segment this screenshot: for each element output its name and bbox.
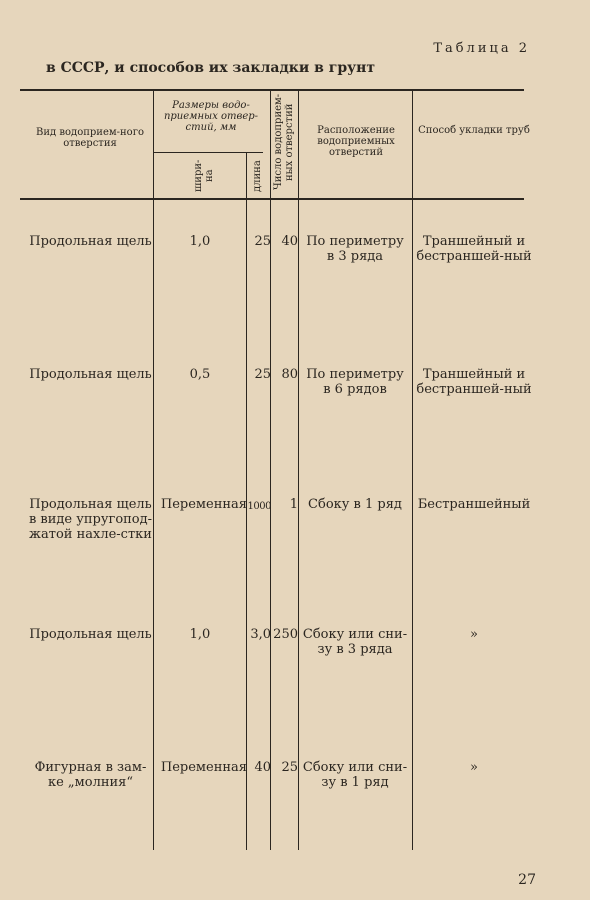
table-number-label: Таблица 2 bbox=[433, 41, 530, 56]
cell-location: По периметру в 3 ряда bbox=[306, 234, 404, 264]
cell-width: Переменная bbox=[160, 497, 247, 512]
table-top-rule bbox=[20, 89, 524, 91]
cell-width: 0,5 bbox=[189, 367, 211, 382]
cell-length: 25 bbox=[254, 234, 271, 249]
cell-method: » bbox=[470, 760, 478, 775]
header-width: шири-на bbox=[193, 159, 215, 193]
cell-width: 1,0 bbox=[189, 627, 211, 642]
cell-length: 1000 bbox=[247, 501, 271, 512]
cell-width: 1,0 bbox=[189, 234, 211, 249]
cell-length: 40 bbox=[254, 760, 271, 775]
cell-type: Фигурная в зам-ке „молния“ bbox=[34, 760, 147, 790]
cell-type: Продольная щель bbox=[29, 367, 152, 382]
column-rule bbox=[298, 89, 299, 850]
cell-count: 25 bbox=[281, 760, 298, 775]
cell-location: Сбоку в 1 ряд bbox=[308, 497, 402, 512]
cell-count: 250 bbox=[273, 627, 298, 642]
column-rule bbox=[153, 89, 154, 850]
header-count: Число водоприем-ных отверстий bbox=[273, 93, 295, 191]
cell-location: По периметру в 6 рядов bbox=[306, 367, 404, 397]
table-caption: в СССР, и способов их закладки в грунт bbox=[46, 60, 376, 76]
page-number: 27 bbox=[518, 872, 536, 888]
header-type: Вид водоприем-ного отверстия bbox=[36, 127, 144, 149]
column-rule bbox=[270, 89, 271, 850]
header-method: Способ укладки труб bbox=[418, 125, 530, 136]
cell-type: Продольная щель bbox=[29, 234, 152, 249]
cell-type: Продольная щель bbox=[29, 627, 152, 642]
cell-location: Сбоку или сни-зу в 1 ряд bbox=[302, 760, 408, 790]
cell-method: Траншейный и бестраншей-ный bbox=[416, 367, 532, 397]
header-length: длина bbox=[252, 160, 263, 192]
cell-count: 40 bbox=[281, 234, 298, 249]
cell-location: Сбоку или сни-зу в 3 ряда bbox=[302, 627, 408, 657]
cell-width: Переменная bbox=[160, 760, 247, 775]
cell-length: 3,0 bbox=[250, 627, 271, 642]
cell-count: 80 bbox=[281, 367, 298, 382]
column-rule bbox=[412, 89, 413, 850]
cell-type: Продольная щель в виде упругопод-жатой нахле-стки bbox=[28, 497, 153, 542]
cell-method: Траншейный и бестраншей-ный bbox=[416, 234, 532, 264]
header-bottom-rule bbox=[20, 198, 524, 200]
cell-length: 25 bbox=[254, 367, 271, 382]
cell-method: Бестраншейный bbox=[417, 497, 531, 512]
cell-count: 1 bbox=[289, 497, 298, 512]
header-location: Расположение водоприемных отверстий bbox=[317, 125, 395, 158]
cell-method: » bbox=[470, 627, 478, 642]
header-sizes: Размеры водо-приемных отвер-стий, мм bbox=[163, 100, 259, 133]
